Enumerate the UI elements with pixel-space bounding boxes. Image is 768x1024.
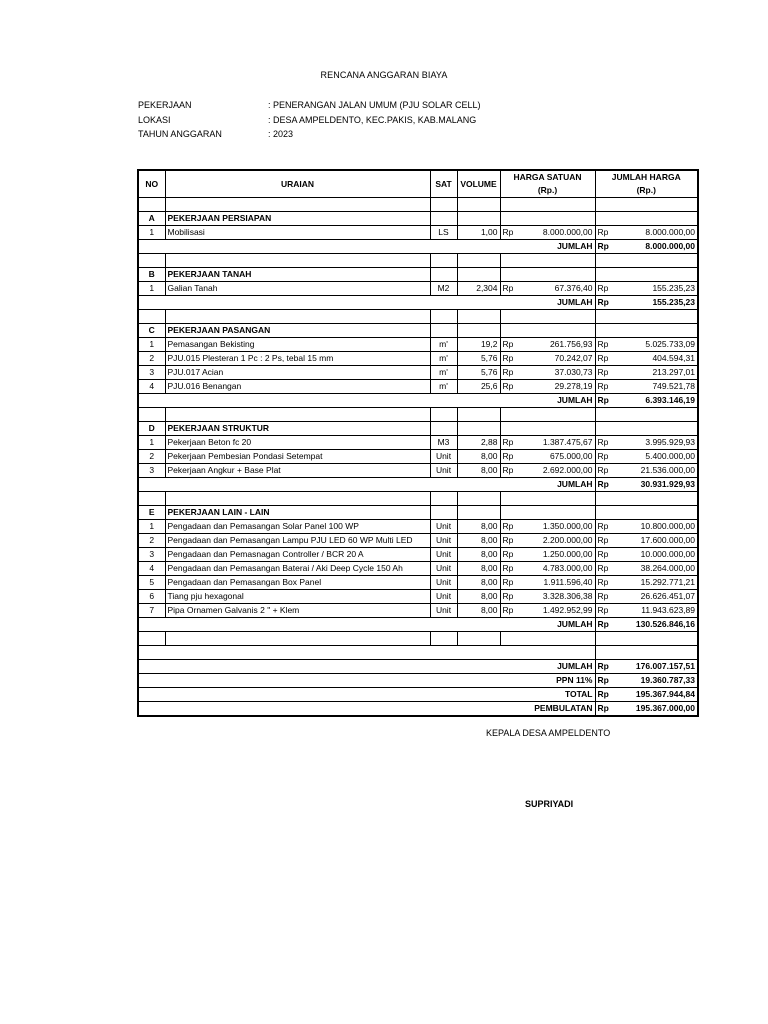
currency-label: Rp <box>595 478 613 492</box>
item-no: 4 <box>138 380 165 394</box>
item-harga-satuan: 1.911.596,40 <box>518 576 595 590</box>
item-volume: 2,88 <box>457 436 500 450</box>
signature-title: KEPALA DESA AMPELDENTO <box>486 728 611 738</box>
item-sat: Unit <box>430 534 457 548</box>
currency-label: Rp <box>595 436 613 450</box>
item-uraian: Pemasangan Bekisting <box>165 338 430 352</box>
item-no: 2 <box>138 450 165 464</box>
currency-label: Rp <box>595 660 613 674</box>
item-jumlah-harga: 5.025.733,09 <box>613 338 698 352</box>
currency-label: Rp <box>595 618 613 632</box>
section-code: E <box>138 506 165 520</box>
empty-cell <box>430 268 457 282</box>
item-jumlah-harga: 5.400.000,00 <box>613 450 698 464</box>
item-no: 3 <box>138 464 165 478</box>
empty-cell <box>457 198 500 212</box>
empty-cell <box>138 632 165 646</box>
empty-cell <box>457 408 500 422</box>
item-volume: 1,00 <box>457 226 500 240</box>
empty-cell <box>595 324 698 338</box>
currency-label: Rp <box>595 394 613 408</box>
empty-cell <box>595 646 698 660</box>
item-no: 5 <box>138 576 165 590</box>
item-jumlah-harga: 11.943.623,89 <box>613 604 698 618</box>
item-uraian: Mobilisasi <box>165 226 430 240</box>
subtotal-label: JUMLAH <box>138 394 595 408</box>
table-row <box>138 366 698 380</box>
subtotal-row <box>138 478 698 492</box>
empty-cell <box>165 632 430 646</box>
empty-cell <box>138 646 595 660</box>
item-uraian: Galian Tanah <box>165 282 430 296</box>
subtotal-value: 155.235,23 <box>613 296 698 310</box>
empty-cell <box>500 408 595 422</box>
empty-cell <box>457 422 500 436</box>
empty-cell <box>430 198 457 212</box>
summary-value: 195.367.000,00 <box>613 702 698 717</box>
item-uraian: PJU.016 Benangan <box>165 380 430 394</box>
item-sat: M3 <box>430 436 457 450</box>
empty-cell <box>457 324 500 338</box>
table-row <box>138 338 698 352</box>
table-row <box>138 464 698 478</box>
item-uraian: Tiang pju hexagonal <box>165 590 430 604</box>
empty-cell <box>457 492 500 506</box>
empty-cell <box>500 492 595 506</box>
empty-cell <box>430 212 457 226</box>
empty-cell <box>500 632 595 646</box>
table-row <box>138 590 698 604</box>
summary-value: 176.007.157,51 <box>613 660 698 674</box>
spacer-row <box>138 492 698 506</box>
currency-label: Rp <box>595 590 613 604</box>
currency-label: Rp <box>500 436 518 450</box>
item-sat: Unit <box>430 576 457 590</box>
empty-cell <box>595 408 698 422</box>
empty-cell <box>430 254 457 268</box>
item-jumlah-harga: 26.626.451,07 <box>613 590 698 604</box>
table-row <box>138 548 698 562</box>
currency-label: Rp <box>500 590 518 604</box>
section-title: PEKERJAAN STRUKTUR <box>165 422 430 436</box>
currency-label: Rp <box>595 534 613 548</box>
table-row <box>138 576 698 590</box>
item-jumlah-harga: 15.292.771,21 <box>613 576 698 590</box>
item-no: 7 <box>138 604 165 618</box>
currency-label: Rp <box>595 464 613 478</box>
empty-cell <box>430 492 457 506</box>
meta-label: TAHUN ANGGARAN <box>138 129 222 139</box>
meta-value: : 2023 <box>268 129 294 139</box>
item-uraian: Pengadaan dan Pemasangan Baterai / Aki Deep Cycle 150 Ah <box>165 562 430 576</box>
summary-label: PPN 11% <box>138 674 595 688</box>
empty-cell <box>500 254 595 268</box>
empty-cell <box>430 506 457 520</box>
item-no: 1 <box>138 436 165 450</box>
empty-cell <box>595 254 698 268</box>
currency-label: Rp <box>595 576 613 590</box>
meta-row-pekerjaan <box>138 98 481 113</box>
empty-cell <box>165 198 430 212</box>
empty-cell <box>500 506 595 520</box>
section-header-row <box>138 268 698 282</box>
item-no: 1 <box>138 520 165 534</box>
currency-label: Rp <box>500 450 518 464</box>
table-row <box>138 282 698 296</box>
empty-cell <box>500 268 595 282</box>
item-harga-satuan: 2.692.000,00 <box>518 464 595 478</box>
header-harga-satuan-line1: HARGA SATUAN <box>513 172 582 182</box>
item-sat: m' <box>430 338 457 352</box>
spacer-row <box>138 632 698 646</box>
empty-cell <box>457 506 500 520</box>
empty-cell <box>595 268 698 282</box>
section-header-row <box>138 324 698 338</box>
subtotal-row <box>138 394 698 408</box>
item-jumlah-harga: 10.800.000,00 <box>613 520 698 534</box>
subtotal-row <box>138 618 698 632</box>
summary-row <box>138 702 698 717</box>
currency-label: Rp <box>500 534 518 548</box>
table-row <box>138 534 698 548</box>
currency-label: Rp <box>595 296 613 310</box>
subtotal-label: JUMLAH <box>138 618 595 632</box>
subtotal-value: 8.000.000,00 <box>613 240 698 254</box>
empty-cell <box>138 492 165 506</box>
item-volume: 8,00 <box>457 534 500 548</box>
item-harga-satuan: 4.783.000,00 <box>518 562 595 576</box>
currency-label: Rp <box>595 688 613 702</box>
item-harga-satuan: 1.387.475,67 <box>518 436 595 450</box>
summary-label: JUMLAH <box>138 660 595 674</box>
empty-cell <box>595 212 698 226</box>
currency-label: Rp <box>500 352 518 366</box>
item-sat: Unit <box>430 604 457 618</box>
project-meta <box>138 98 481 142</box>
spacer-row <box>138 646 698 660</box>
header-jumlah-harga <box>595 170 698 198</box>
section-header-row <box>138 212 698 226</box>
section-code: A <box>138 212 165 226</box>
empty-cell <box>500 422 595 436</box>
item-uraian: PJU.017 Acian <box>165 366 430 380</box>
item-jumlah-harga: 213.297,01 <box>613 366 698 380</box>
item-no: 1 <box>138 282 165 296</box>
item-harga-satuan: 3.328.306,38 <box>518 590 595 604</box>
item-no: 1 <box>138 338 165 352</box>
header-harga-satuan <box>500 170 595 198</box>
summary-row <box>138 688 698 702</box>
table-row <box>138 226 698 240</box>
item-uraian: Pipa Ornamen Galvanis 2 " + Klem <box>165 604 430 618</box>
item-uraian: Pekerjaan Beton fc 20 <box>165 436 430 450</box>
item-uraian: Pengadaan dan Pemasnagan Controller / BCR 20 A <box>165 548 430 562</box>
meta-label: LOKASI <box>138 114 171 125</box>
subtotal-label: JUMLAH <box>138 296 595 310</box>
item-jumlah-harga: 3.995.929,93 <box>613 436 698 450</box>
item-volume: 8,00 <box>457 590 500 604</box>
item-sat: Unit <box>430 464 457 478</box>
item-volume: 5,76 <box>457 352 500 366</box>
section-code: C <box>138 324 165 338</box>
empty-cell <box>165 492 430 506</box>
header-no: NO <box>138 170 165 198</box>
empty-cell <box>500 324 595 338</box>
item-harga-satuan: 2.200.000,00 <box>518 534 595 548</box>
section-title: PEKERJAAN TANAH <box>165 268 430 282</box>
item-sat: Unit <box>430 450 457 464</box>
header-jumlah-harga-line1: JUMLAH HARGA <box>611 172 681 182</box>
item-harga-satuan: 1.492.952,99 <box>518 604 595 618</box>
document-title: RENCANA ANGGARAN BIAYA <box>320 70 448 80</box>
subtotal-label: JUMLAH <box>138 240 595 254</box>
currency-label: Rp <box>500 464 518 478</box>
item-harga-satuan: 37.030,73 <box>518 366 595 380</box>
currency-label: Rp <box>595 520 613 534</box>
table-row <box>138 352 698 366</box>
item-uraian: Pekerjaan Angkur + Base Plat <box>165 464 430 478</box>
section-code: D <box>138 422 165 436</box>
item-volume: 8,00 <box>457 604 500 618</box>
subtotal-value: 6.393.146,19 <box>613 394 698 408</box>
currency-label: Rp <box>500 576 518 590</box>
header-sat: SAT <box>430 170 457 198</box>
item-harga-satuan: 1.350.000,00 <box>518 520 595 534</box>
item-harga-satuan: 8.000.000,00 <box>518 226 595 240</box>
currency-label: Rp <box>595 352 613 366</box>
empty-cell <box>500 198 595 212</box>
item-uraian: Pengadaan dan Pemasangan Solar Panel 100 WP <box>165 520 430 534</box>
item-jumlah-harga: 21.536.000,00 <box>613 464 698 478</box>
table-row <box>138 520 698 534</box>
item-no: 3 <box>138 366 165 380</box>
empty-cell <box>138 310 165 324</box>
table-row <box>138 604 698 618</box>
currency-label: Rp <box>595 450 613 464</box>
subtotal-label: JUMLAH <box>138 478 595 492</box>
empty-cell <box>595 422 698 436</box>
empty-cell <box>138 198 165 212</box>
item-harga-satuan: 67.376,40 <box>518 282 595 296</box>
empty-cell <box>457 268 500 282</box>
currency-label: Rp <box>595 240 613 254</box>
summary-row <box>138 660 698 674</box>
section-header-row <box>138 422 698 436</box>
table-header-row <box>138 170 698 198</box>
empty-cell <box>430 310 457 324</box>
item-volume: 25,6 <box>457 380 500 394</box>
empty-cell <box>457 254 500 268</box>
item-uraian: Pengadaan dan Pemasangan Lampu PJU LED 60 WP Multi LED <box>165 534 430 548</box>
currency-label: Rp <box>500 520 518 534</box>
currency-label: Rp <box>595 674 613 688</box>
currency-label: Rp <box>500 226 518 240</box>
spacer-row <box>138 198 698 212</box>
currency-label: Rp <box>500 338 518 352</box>
header-harga-satuan-line2: (Rp.) <box>537 185 558 195</box>
meta-label: PEKERJAAN <box>138 100 192 110</box>
item-no: 1 <box>138 226 165 240</box>
currency-label: Rp <box>595 282 613 296</box>
item-no: 2 <box>138 534 165 548</box>
item-sat: Unit <box>430 590 457 604</box>
item-harga-satuan: 261.756,93 <box>518 338 595 352</box>
item-jumlah-harga: 38.264.000,00 <box>613 562 698 576</box>
item-sat: LS <box>430 226 457 240</box>
item-jumlah-harga: 155.235,23 <box>613 282 698 296</box>
meta-row-lokasi <box>138 113 481 128</box>
item-harga-satuan: 29.278,19 <box>518 380 595 394</box>
item-volume: 8,00 <box>457 576 500 590</box>
meta-value: : DESA AMPELDENTO, KEC.PAKIS, KAB.MALANG <box>268 114 477 125</box>
section-title: PEKERJAAN PASANGAN <box>165 324 430 338</box>
item-volume: 8,00 <box>457 562 500 576</box>
spacer-row <box>138 408 698 422</box>
summary-value: 19.360.787,33 <box>613 674 698 688</box>
item-volume: 8,00 <box>457 548 500 562</box>
subtotal-value: 30.931.929,93 <box>613 478 698 492</box>
meta-value: : PENERANGAN JALAN UMUM (PJU SOLAR CELL) <box>268 100 481 110</box>
empty-cell <box>138 254 165 268</box>
empty-cell <box>595 310 698 324</box>
item-jumlah-harga: 404.594,31 <box>613 352 698 366</box>
empty-cell <box>595 506 698 520</box>
section-title: PEKERJAAN PERSIAPAN <box>165 212 430 226</box>
item-volume: 8,00 <box>457 464 500 478</box>
item-jumlah-harga: 10.000.000,00 <box>613 548 698 562</box>
item-volume: 2,304 <box>457 282 500 296</box>
empty-cell <box>457 310 500 324</box>
item-sat: m' <box>430 380 457 394</box>
item-uraian: Pengadaan dan Pemasangan Box Panel <box>165 576 430 590</box>
item-no: 6 <box>138 590 165 604</box>
currency-label: Rp <box>500 282 518 296</box>
currency-label: Rp <box>595 380 613 394</box>
item-sat: M2 <box>430 282 457 296</box>
item-volume: 19,2 <box>457 338 500 352</box>
item-no: 3 <box>138 548 165 562</box>
section-header-row <box>138 506 698 520</box>
table-row <box>138 562 698 576</box>
spacer-row <box>138 254 698 268</box>
currency-label: Rp <box>500 366 518 380</box>
empty-cell <box>138 408 165 422</box>
item-uraian: PJU.015 Plesteran 1 Pc : 2 Ps, tebal 15 mm <box>165 352 430 366</box>
table-row <box>138 450 698 464</box>
currency-label: Rp <box>595 702 613 717</box>
empty-cell <box>430 408 457 422</box>
empty-cell <box>430 324 457 338</box>
section-code: B <box>138 268 165 282</box>
empty-cell <box>430 422 457 436</box>
item-sat: Unit <box>430 548 457 562</box>
item-sat: m' <box>430 366 457 380</box>
item-harga-satuan: 675.000,00 <box>518 450 595 464</box>
empty-cell <box>595 492 698 506</box>
header-jumlah-harga-line2: (Rp.) <box>636 185 656 195</box>
currency-label: Rp <box>595 366 613 380</box>
header-volume: VOLUME <box>457 170 500 198</box>
item-jumlah-harga: 8.000.000,00 <box>613 226 698 240</box>
item-sat: Unit <box>430 562 457 576</box>
item-volume: 5,76 <box>457 366 500 380</box>
currency-label: Rp <box>500 604 518 618</box>
meta-row-tahun <box>138 127 481 142</box>
item-sat: Unit <box>430 520 457 534</box>
currency-label: Rp <box>595 604 613 618</box>
table-row <box>138 380 698 394</box>
empty-cell <box>457 212 500 226</box>
summary-row <box>138 674 698 688</box>
empty-cell <box>165 254 430 268</box>
table-body <box>138 170 698 716</box>
item-volume: 8,00 <box>457 450 500 464</box>
currency-label: Rp <box>595 562 613 576</box>
item-no: 4 <box>138 562 165 576</box>
currency-label: Rp <box>500 562 518 576</box>
header-uraian: URAIAN <box>165 170 430 198</box>
budget-table <box>137 169 699 717</box>
subtotal-row <box>138 296 698 310</box>
summary-label: TOTAL <box>138 688 595 702</box>
summary-value: 195.367.944,84 <box>613 688 698 702</box>
empty-cell <box>500 212 595 226</box>
table-row <box>138 436 698 450</box>
item-harga-satuan: 1.250.000,00 <box>518 548 595 562</box>
summary-label: PEMBULATAN <box>138 702 595 717</box>
currency-label: Rp <box>595 338 613 352</box>
subtotal-value: 130.526.846,16 <box>613 618 698 632</box>
spacer-row <box>138 310 698 324</box>
currency-label: Rp <box>595 226 613 240</box>
item-harga-satuan: 70.242,07 <box>518 352 595 366</box>
section-title: PEKERJAAN LAIN - LAIN <box>165 506 430 520</box>
empty-cell <box>165 408 430 422</box>
empty-cell <box>165 310 430 324</box>
item-sat: m' <box>430 352 457 366</box>
subtotal-row <box>138 240 698 254</box>
currency-label: Rp <box>595 548 613 562</box>
currency-label: Rp <box>500 380 518 394</box>
currency-label: Rp <box>500 548 518 562</box>
item-no: 2 <box>138 352 165 366</box>
signature-name: SUPRIYADI <box>525 799 574 809</box>
item-uraian: Pekerjaan Pembesian Pondasi Setempat <box>165 450 430 464</box>
empty-cell <box>430 632 457 646</box>
empty-cell <box>595 632 698 646</box>
empty-cell <box>500 310 595 324</box>
item-volume: 8,00 <box>457 520 500 534</box>
empty-cell <box>457 632 500 646</box>
empty-cell <box>595 198 698 212</box>
item-jumlah-harga: 17.600.000,00 <box>613 534 698 548</box>
item-jumlah-harga: 749.521,78 <box>613 380 698 394</box>
